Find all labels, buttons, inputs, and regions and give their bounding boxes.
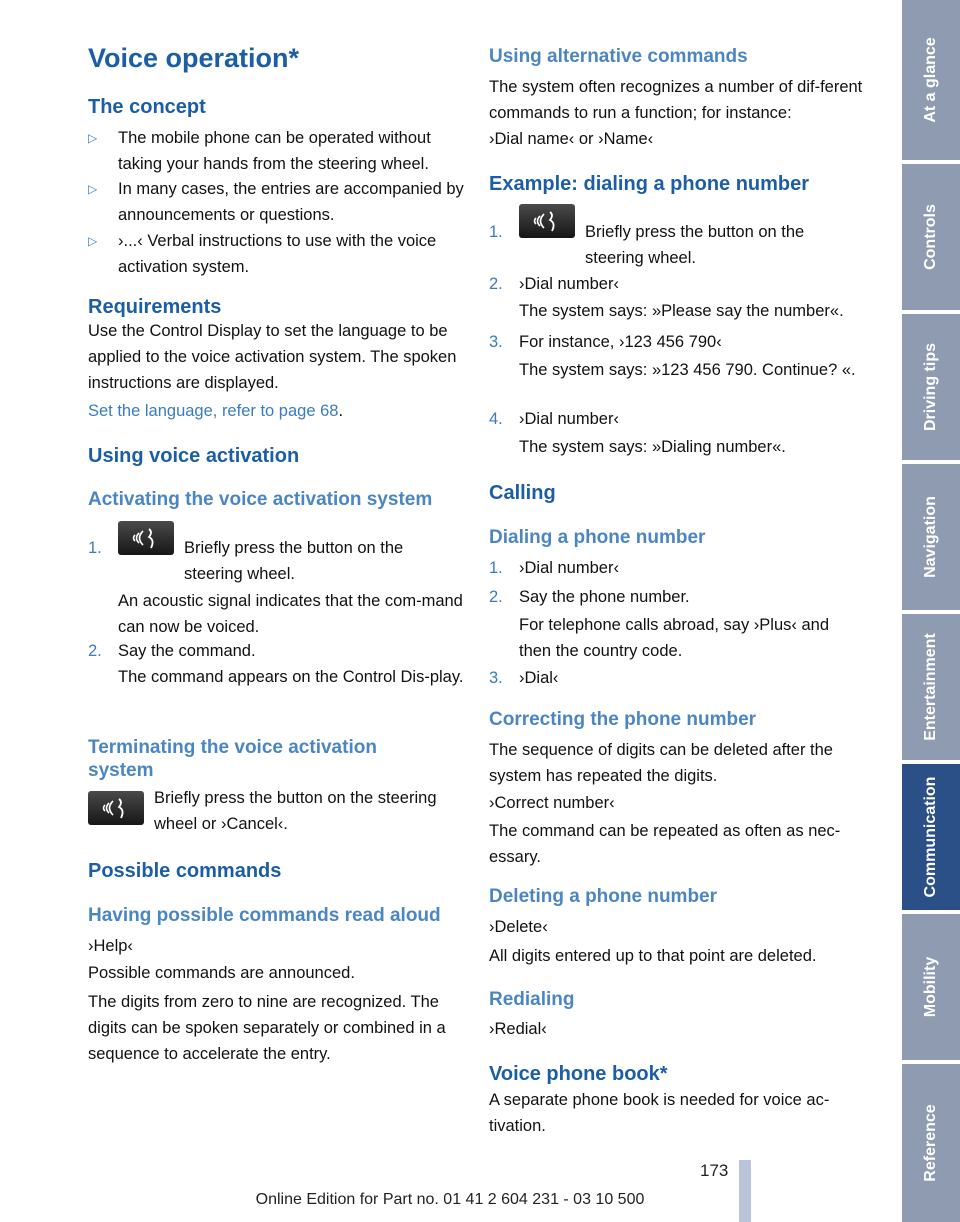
- bullet-triangle-icon: ▷: [88, 234, 98, 248]
- list-item: In many cases, the entries are accompanied by announcements or questions.: [118, 180, 464, 224]
- voice-command-icon: [101, 797, 131, 819]
- bullet-triangle-icon: ▷: [88, 131, 98, 145]
- delete-command: ›Delete‹: [489, 918, 548, 936]
- step-subtext: The command appears on the Control Dis-play.: [118, 668, 464, 686]
- step-text: For instance, ›123 456 790‹: [519, 333, 722, 351]
- step-subtext: For telephone calls abroad, say ›Plus‹ and then the country code.: [519, 616, 830, 660]
- step-text: Briefly press the button on the steering wheel.: [184, 539, 404, 583]
- step-subtext: An acoustic signal indicates that the com-mand can now be voiced.: [118, 592, 463, 636]
- step-text: Say the command.: [118, 642, 256, 660]
- redial-command: ›Redial‹: [489, 1020, 547, 1038]
- alternative-text: The system often recognizes a number of dif-ferent commands to run a function; for instance:: [489, 78, 863, 122]
- dialing-heading: Dialing a phone number: [489, 527, 706, 548]
- help-command: ›Help‹: [88, 937, 133, 955]
- tab-entertainment[interactable]: Entertainment: [902, 614, 960, 760]
- digits-text: The digits from zero to nine are recognized. The digits can be spoken separately or combined in a sequence to accelerate the entry.: [88, 993, 446, 1063]
- read-aloud-heading: Having possible commands read aloud: [88, 905, 441, 926]
- page-link[interactable]: Set the language, refer to page 68: [88, 402, 339, 420]
- step-subtext: The system says: »Please say the number«.: [519, 302, 844, 320]
- voice-button: [118, 521, 174, 555]
- activating-heading: Activating the voice activation system: [88, 489, 433, 510]
- using-voice-heading: Using voice activation: [88, 445, 300, 467]
- tab-communication[interactable]: Communication: [902, 764, 960, 910]
- tab-navigation[interactable]: Navigation: [902, 464, 960, 610]
- tab-at-a-glance[interactable]: At a glance: [902, 0, 960, 160]
- requirements-text: Use the Control Display to set the language to be applied to the voice activation system. The spoken instructions are displayed.: [88, 322, 457, 392]
- step-subtext: The system says: »Dialing number«.: [519, 438, 786, 456]
- phonebook-text: A separate phone book is needed for voice ac-tivation.: [489, 1091, 830, 1135]
- requirements-heading: Requirements: [88, 296, 222, 318]
- step-text: Say the phone number.: [519, 588, 690, 606]
- list-item: The mobile phone can be operated without taking your hands from the steering wheel.: [118, 129, 431, 173]
- footer: Online Edition for Part no. 01 41 2 604 231 - 03 10 500: [255, 1191, 645, 1208]
- terminating-text: Briefly press the button on the steering wheel or ›Cancel‹.: [154, 789, 437, 833]
- page-number: 173: [700, 1161, 729, 1180]
- calling-heading: Calling: [489, 482, 556, 504]
- example-heading: Example: dialing a phone number: [489, 173, 810, 195]
- tab-driving-tips[interactable]: Driving tips: [902, 314, 960, 460]
- step-text: ›Dial‹: [519, 669, 559, 687]
- step-text: ›Dial number‹: [519, 559, 619, 577]
- step-text: ›Dial number‹: [519, 275, 619, 293]
- tab-reference[interactable]: Reference: [902, 1064, 960, 1222]
- step-subtext: The system says: »123 456 790. Continue? «.: [519, 361, 856, 379]
- alternative-commands-heading: Using alternative commands: [489, 46, 748, 67]
- correcting-text: The sequence of digits can be deleted after the system has repeated the digits.: [489, 741, 833, 785]
- phonebook-heading: Voice phone book*: [489, 1063, 668, 1085]
- page-title: Voice operation*: [88, 43, 300, 73]
- correcting-heading: Correcting the phone number: [489, 709, 757, 730]
- help-text: Possible commands are announced.: [88, 964, 355, 982]
- concept-heading: The concept: [88, 96, 206, 118]
- possible-commands-heading: Possible commands: [88, 860, 282, 882]
- delete-text: All digits entered up to that point are deleted.: [489, 947, 817, 965]
- step-text: ›Dial number‹: [519, 410, 619, 428]
- correct-command: ›Correct number‹: [489, 794, 615, 812]
- chapter-tabs: [902, 0, 960, 1222]
- terminating-heading: Terminating the voice activation system: [88, 737, 377, 781]
- voice-button: [519, 204, 575, 238]
- tab-mobility[interactable]: Mobility: [902, 914, 960, 1060]
- deleting-heading: Deleting a phone number: [489, 886, 718, 907]
- alternative-example: ›Dial name‹ or ›Name‹: [489, 130, 654, 148]
- correct-repeat-text: The command can be repeated as often as nec-essary.: [489, 822, 841, 866]
- voice-command-icon: [532, 210, 562, 232]
- redialing-heading: Redialing: [489, 989, 575, 1010]
- voice-command-icon: [131, 527, 161, 549]
- voice-button: [88, 791, 144, 825]
- list-item: ›...‹ Verbal instructions to use with the voice activation system.: [118, 232, 437, 276]
- tab-controls[interactable]: Controls: [902, 164, 960, 310]
- step-text: Briefly press the button on the steering wheel.: [585, 223, 805, 267]
- bullet-triangle-icon: ▷: [88, 182, 98, 196]
- requirements-link-line: Set the language, refer to page 68.: [88, 402, 344, 420]
